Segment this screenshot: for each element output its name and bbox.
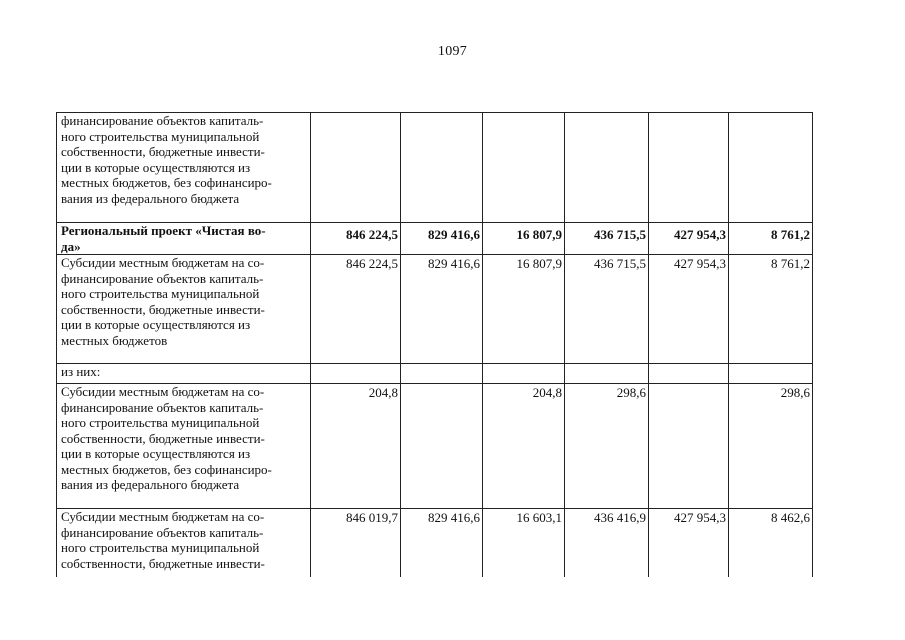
row-label-line: ного строительства муниципальной	[61, 540, 260, 555]
value-cell	[729, 113, 813, 223]
row-label-line: финансирование объектов капиталь-	[61, 524, 264, 540]
row-label-line: собственности, бюджетные инвести-	[61, 430, 265, 446]
row-label-line: Субсидии местным бюджетам на со-	[61, 384, 265, 399]
row-label-line: ции в которые осуществляются из	[61, 317, 251, 332]
value-cell	[311, 364, 401, 384]
value-cell: 829 416,6	[401, 223, 483, 255]
row-label-line: местных бюджетов	[61, 332, 168, 348]
table-row	[57, 384, 813, 509]
value-cell	[401, 384, 483, 509]
value-cell: 16 807,9	[483, 223, 565, 255]
row-label-line: ного строительства муниципальной	[61, 415, 260, 430]
row-label	[57, 364, 311, 384]
row-label-line: финансирование объектов капиталь-	[61, 399, 264, 415]
page-number: 1097	[437, 44, 468, 59]
value-cell: 846 224,5	[311, 255, 401, 364]
value-cell	[565, 364, 649, 384]
row-label-line: Субсидии местным бюджетам на со-	[61, 509, 265, 524]
value-cell	[649, 364, 729, 384]
value-cell: 204,8	[483, 384, 565, 509]
row-label-line: Субсидии местным бюджетам на со-	[61, 255, 265, 270]
table-row	[57, 509, 813, 577]
row-label	[57, 223, 311, 255]
table-row	[57, 223, 813, 255]
table-body	[57, 113, 813, 577]
row-label-line: финансирование объектов капиталь-	[61, 270, 264, 286]
value-cell: 427 954,3	[649, 223, 729, 255]
value-cell	[311, 113, 401, 223]
row-label-line: вания из федерального бюджета	[61, 477, 240, 492]
row-label-line: вания из федерального бюджета	[61, 190, 240, 206]
value-cell	[565, 113, 649, 223]
value-cell: 846 019,7	[311, 509, 401, 577]
value-cell: 8 761,2	[729, 223, 813, 255]
value-cell: 204,8	[311, 384, 401, 509]
value-cell: 829 416,6	[401, 255, 483, 364]
row-label	[57, 509, 311, 577]
value-cell: 16 807,9	[483, 255, 565, 364]
value-cell: 436 715,5	[565, 223, 649, 255]
value-cell	[649, 384, 729, 509]
row-label-line: Региональный проект «Чистая во-	[61, 223, 266, 238]
row-label-line: финансирование объектов капиталь-	[61, 113, 264, 128]
value-cell	[483, 364, 565, 384]
value-cell: 298,6	[729, 384, 813, 509]
value-cell	[401, 364, 483, 384]
row-label-line: ции в которые осуществляются из	[61, 446, 251, 461]
table-row	[57, 113, 813, 223]
row-label-line: ного строительства муниципальной	[61, 286, 260, 301]
value-cell: 427 954,3	[649, 255, 729, 364]
row-label-line: да»	[61, 238, 81, 254]
row-label-line: местных бюджетов, без софинансиро-	[61, 175, 272, 190]
value-cell: 16 603,1	[483, 509, 565, 577]
value-cell	[729, 364, 813, 384]
value-cell: 829 416,6	[401, 509, 483, 577]
value-cell: 436 416,9	[565, 509, 649, 577]
value-cell: 8 761,2	[729, 255, 813, 364]
value-cell: 8 462,6	[729, 509, 813, 577]
row-label-line: собственности, бюджетные инвести-	[61, 555, 265, 571]
row-label-line: ции в которые осуществляются из	[61, 159, 251, 175]
row-label	[57, 384, 311, 509]
table-row	[57, 364, 813, 384]
value-cell: 298,6	[565, 384, 649, 509]
value-cell: 436 715,5	[565, 255, 649, 364]
row-label-line: ного строительства муниципальной	[61, 128, 260, 144]
row-label-line: местных бюджетов, без софинансиро-	[61, 461, 272, 477]
value-cell: 846 224,5	[311, 223, 401, 255]
value-cell	[401, 113, 483, 223]
row-label-line: собственности, бюджетные инвести-	[61, 301, 265, 317]
row-label	[57, 255, 311, 364]
value-cell	[483, 113, 565, 223]
row-label-line: собственности, бюджетные инвести-	[61, 144, 265, 159]
value-cell	[649, 113, 729, 223]
row-label	[57, 113, 311, 223]
value-cell: 427 954,3	[649, 509, 729, 577]
row-label-line: из них:	[61, 364, 101, 379]
table-row	[57, 255, 813, 364]
budget-table	[56, 112, 813, 577]
